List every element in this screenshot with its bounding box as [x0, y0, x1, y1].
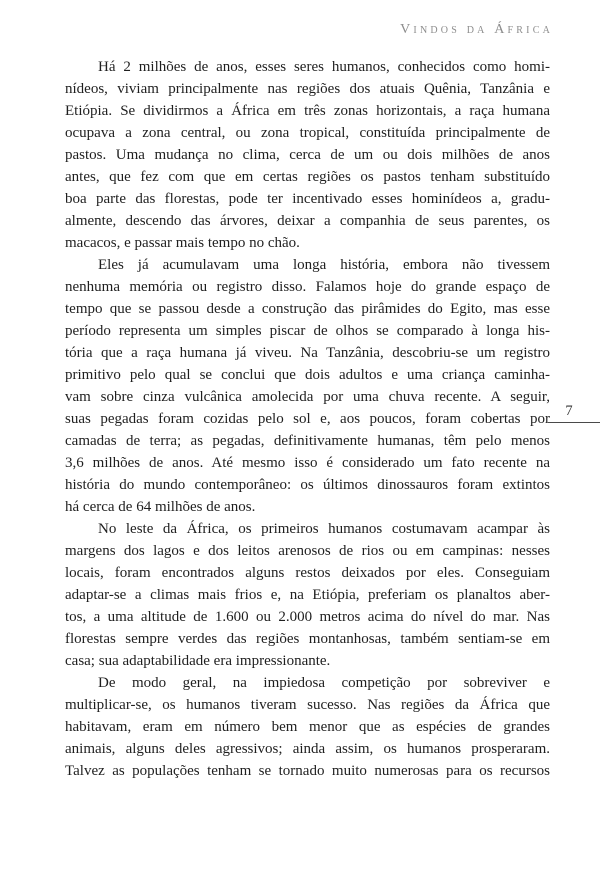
text-line: primitivo pelo qual se conclui que dois adultos e uma criança caminha-	[65, 367, 550, 383]
text-line: animais, alguns deles agressivos; ainda assim, os humanos prosperaram.	[65, 741, 550, 757]
text-line: adaptar-se a climas mais frios e, na Etiópia, preferiam os planaltos aber-	[65, 587, 550, 603]
text-line: multiplicar-se, os humanos tiveram sucesso. Nas regiões da África que	[65, 697, 550, 713]
text-line: antes, que fez com que em certas regiões os pastos tenham substituído	[65, 169, 550, 185]
text-line: locais, foram encontrados alguns restos deixados por eles. Conseguiam	[65, 565, 550, 581]
text-line: camadas de terra; as pegadas, definitivamente humanas, têm pelo menos	[65, 433, 550, 449]
text-line: casa; sua adaptabilidade era impressionante.	[65, 653, 331, 669]
page-number: 7	[565, 403, 573, 419]
text-line: tempo que se passou desde a construção das pirâmides do Egito, mas esse	[65, 301, 550, 317]
text-line: macacos, e passar mais tempo no chão.	[65, 235, 300, 251]
running-header: Vindos da África	[400, 22, 553, 37]
text-line: tos, a uma altitude de 1.600 ou 2.000 metros acima do nível do mar. Nas	[65, 609, 550, 625]
text-line: pastos. Uma mudança no clima, cerca de um ou dois milhões de anos	[65, 147, 550, 163]
text-line: 3,6 milhões de anos. Até mesmo isso é considerado um fato recente na	[65, 455, 550, 471]
text-line: período representa um simples piscar de olhos se comparado à longa his-	[65, 323, 550, 339]
text-line: almente, descendo das árvores, deixar a companhia de seus parentes, os	[65, 213, 550, 229]
text-line: florestas sempre verdes das regiões montanhosas, também sentiam-se em	[65, 631, 550, 647]
text-line: habitavam, eram em número bem menor que as espécies de grandes	[65, 719, 550, 735]
text-line: vam sobre cinza vulcânica amolecida por uma chuva recente. A seguir,	[65, 389, 550, 405]
text-line: Eles já acumulavam uma longa história, embora não tivessem	[98, 257, 550, 273]
text-line: Etiópia. Se dividirmos a África em três zonas horizontais, a raça humana	[65, 103, 550, 119]
text-line: margens dos lagos e dos leitos arenosos de rios ou em campinas: nesses	[65, 543, 550, 559]
text-line: há cerca de 64 milhões de anos.	[65, 499, 256, 515]
text-line: suas pegadas foram cozidas pelo sol e, aos poucos, foram cobertas por	[65, 411, 550, 427]
text-line: No leste da África, os primeiros humanos costumavam acampar às	[98, 521, 550, 537]
text-line: De modo geral, na impiedosa competição por sobreviver e	[98, 675, 550, 691]
text-line: boa parte das florestas, pode ter incentivado esses hominídeos a, gradu-	[65, 191, 550, 207]
text-line: Há 2 milhões de anos, esses seres humanos, conhecidos como homi-	[98, 59, 550, 75]
text-line: nenhuma memória ou registro disso. Falamos hoje do grande espaço de	[65, 279, 550, 295]
text-line: tória que a raça humana já viveu. Na Tanzânia, descobriu-se um registro	[65, 345, 550, 361]
body-text	[65, 56, 550, 782]
text-line: Talvez as populações tenham se tornado muito numerosas para os recursos	[65, 763, 550, 779]
text-line: história do mundo contemporâneo: os últimos dinossauros foram extintos	[65, 477, 550, 493]
text-line: nídeos, viviam principalmente nas regiões dos atuais Quênia, Tanzânia e	[65, 81, 550, 97]
text-line: ocupava a zona central, ou zona tropical, constituída principalmente de	[65, 125, 550, 141]
page-number-marker	[548, 400, 600, 423]
